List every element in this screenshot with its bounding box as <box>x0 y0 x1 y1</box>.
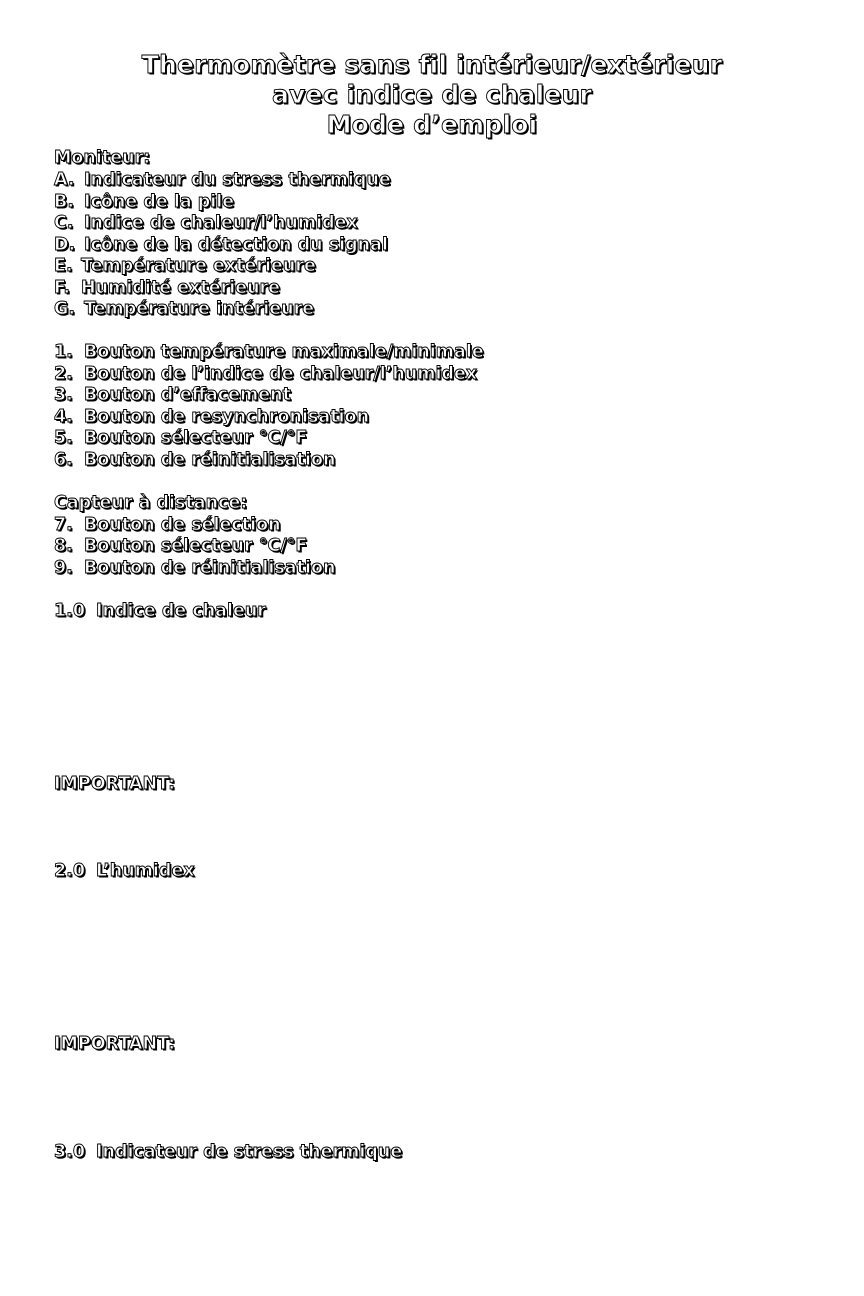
list-item: 8. Bouton sélecteur °C/°F <box>54 536 308 556</box>
list-item: 3. Bouton d’effacement <box>54 385 291 405</box>
monitor-heading: Moniteur: <box>54 148 151 168</box>
list-item: 4. Bouton de resynchronisation <box>54 407 370 427</box>
section-heading-heat-stress: 3.0 Indicateur de stress thermique <box>54 1142 403 1162</box>
list-item: 7. Bouton de sélection <box>54 515 281 535</box>
list-item: C. Indice de chaleur/l’humidex <box>54 213 358 233</box>
title-line-1: Thermomètre sans fil intérieur/extérieur <box>141 50 723 79</box>
list-item: 9. Bouton de réinitialisation <box>54 558 336 578</box>
list-item: A. Indicateur du stress thermique <box>54 170 391 190</box>
section-heading-humidex: 2.0 L’humidex <box>54 861 195 881</box>
list-item: 1. Bouton température maximale/minimale <box>54 342 484 362</box>
section-heading-heat-index: 1.0 Indice de chaleur <box>54 601 266 621</box>
sensor-heading: Capteur à distance: <box>54 493 248 513</box>
list-item: G. Température intérieure <box>54 299 315 319</box>
important-label: IMPORTANT: <box>54 774 176 794</box>
important-label: IMPORTANT: <box>54 1034 176 1054</box>
list-item: D. Icône de la détection du signal <box>54 235 388 255</box>
list-item: E. Température extérieure <box>54 256 316 276</box>
list-item: B. Icône de la pile <box>54 192 235 212</box>
title-line-2: avec indice de chaleur <box>271 80 593 109</box>
list-item: F. Humidité extérieure <box>54 278 281 298</box>
list-item: 5. Bouton sélecteur °C/°F <box>54 428 308 448</box>
list-item: 6. Bouton de réinitialisation <box>54 450 336 470</box>
list-item: 2. Bouton de l’indice de chaleur/l’humidex <box>54 364 478 384</box>
title-line-3: Mode d’emploi <box>326 110 538 139</box>
